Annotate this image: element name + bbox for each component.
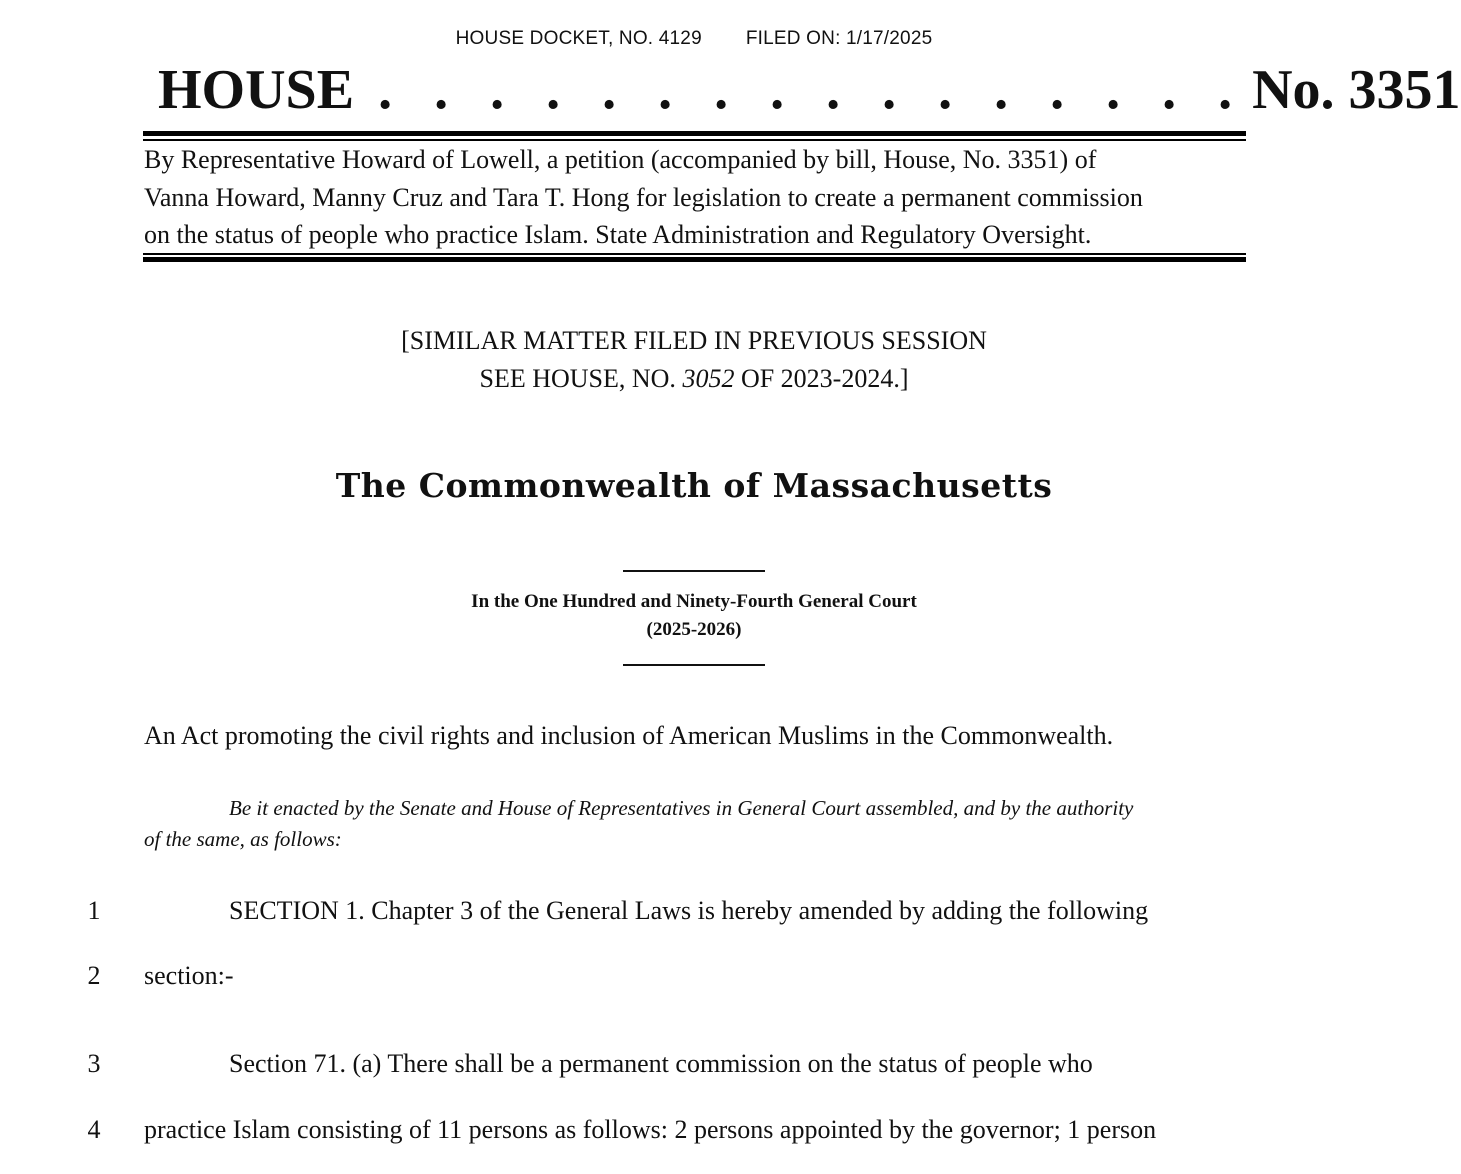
line-text: section:-: [144, 961, 234, 990]
court-rule-bottom: [623, 664, 765, 666]
line-number: 2: [87, 961, 101, 990]
court-session: (2025-2026): [646, 619, 742, 640]
similar-matter-notice: [0, 322, 1388, 398]
line-text: Section 71. (a) There shall be a permanent commission on the status of people who: [229, 1049, 1093, 1078]
petition-line: on the status of people who practice Islam. State Administration and Regulatory Oversight.: [144, 220, 1092, 249]
chamber-name: HOUSE: [158, 59, 355, 121]
line-number: 1: [87, 896, 101, 925]
bill-heading: [158, 56, 1461, 124]
court-name: In the One Hundred and Ninety-Fourth General Court: [471, 591, 917, 612]
similar-matter-prefix: SEE HOUSE, NO.: [479, 364, 683, 393]
petition-rule-thick: [143, 257, 1246, 262]
line-text: practice Islam consisting of 11 persons as follows: 2 persons appointed by the governor; 1 person: [144, 1115, 1157, 1144]
line-number: 4: [87, 1115, 101, 1144]
bill-text-line: [0, 891, 1376, 931]
act-title: An Act promoting the civil rights and inclusion of American Muslims in the Commonwealth.: [144, 721, 1114, 750]
bill-number: No. 3351: [1252, 59, 1461, 121]
similar-matter-line2: [0, 360, 1388, 398]
header-rule-thick: [143, 131, 1246, 136]
petition-text: [144, 141, 1248, 254]
petition-line: By Representative Howard of Lowell, a petition (accompanied by bill, House, No. 3351) of: [144, 145, 1097, 174]
similar-matter-line1: [SIMILAR MATTER FILED IN PREVIOUS SESSION: [401, 326, 987, 355]
enacting-clause: [144, 793, 1244, 855]
bill-text-line: [0, 956, 1376, 996]
filed-date: FILED ON: 1/17/2025: [745, 28, 933, 49]
enacting-text: Be it enacted by the Senate and House of Representatives in General Court assembled, and by the authority: [229, 796, 1134, 820]
bill-text-line: [0, 1044, 1376, 1084]
leader-dots: . . . . . . . . . . . . . . . .: [378, 59, 1247, 121]
docket-line: [0, 28, 1388, 50]
docket-number: HOUSE DOCKET, NO. 4129: [455, 28, 702, 49]
enacting-line2: of the same, as follows:: [144, 827, 342, 851]
bill-text-line: [0, 1110, 1376, 1150]
line-number: 3: [87, 1049, 101, 1078]
enacting-line1: [144, 793, 1244, 824]
line-text: SECTION 1. Chapter 3 of the General Laws is hereby amended by adding the following: [229, 896, 1149, 925]
petition-rule-thin: [143, 253, 1246, 255]
court-rule-top: [623, 570, 765, 572]
previous-bill-number: 3052: [682, 364, 735, 393]
similar-matter-suffix: OF 2023-2024.]: [734, 364, 909, 393]
petition-line: Vanna Howard, Manny Cruz and Tara T. Hong for legislation to create a permanent commission: [144, 182, 1143, 212]
general-court: [0, 588, 1388, 644]
commonwealth-title: The Commonwealth of Massachusetts: [335, 466, 1053, 505]
